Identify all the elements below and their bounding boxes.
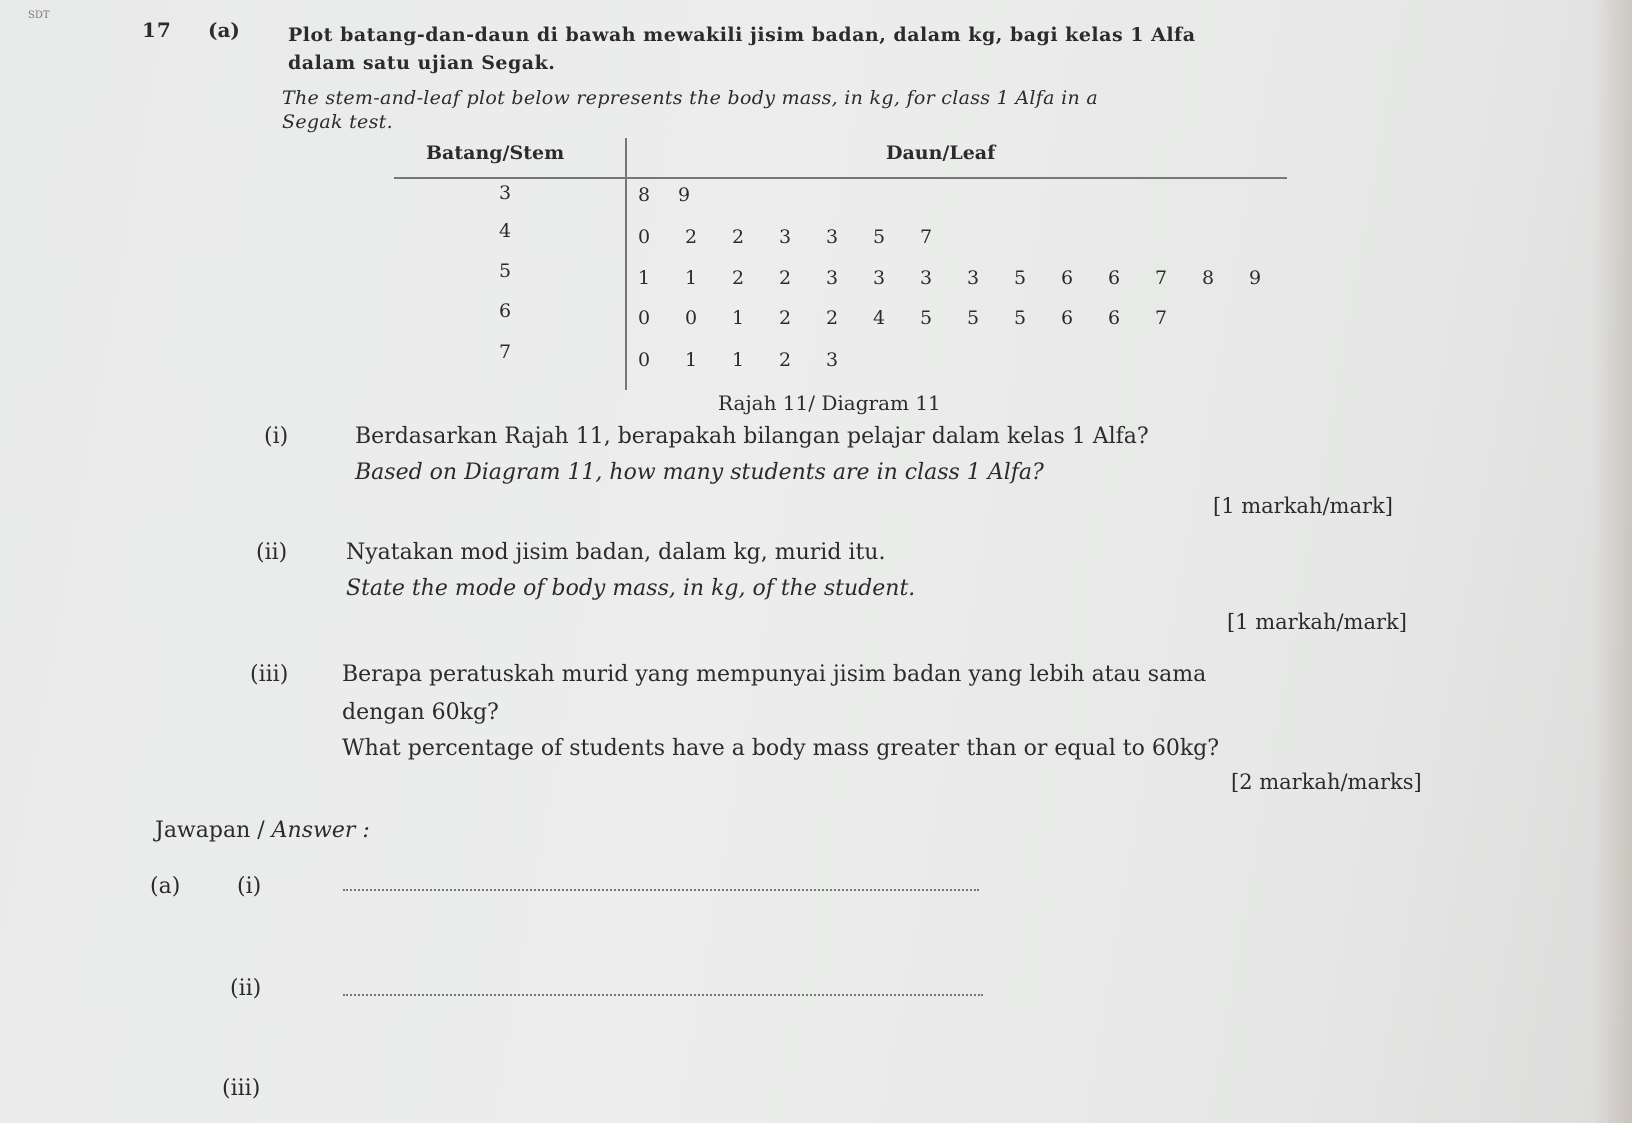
paper-edge-shadow — [1592, 0, 1632, 1123]
leaf: 1 — [731, 349, 745, 371]
leaf: 7 — [919, 226, 933, 248]
leaf: 2 — [778, 307, 792, 329]
leaf: 1 — [684, 267, 698, 289]
stem-header: Batang/Stem — [426, 142, 565, 164]
leaf: 6 — [1060, 307, 1074, 329]
leaf: 5 — [872, 226, 886, 248]
leaf: 8 — [637, 184, 651, 206]
diagram-caption: Rajah 11/ Diagram 11 — [718, 391, 941, 415]
leaf: 1 — [684, 349, 698, 371]
leaf: 8 — [1201, 267, 1215, 289]
question-iii-english: What percentage of students have a body mass greater than or equal to 60kg? — [342, 736, 1220, 761]
question-iii-marks: [2 markah/marks] — [1231, 770, 1422, 794]
leaf: 3 — [825, 349, 839, 371]
stem-7: 7 — [498, 341, 512, 363]
leaf: 6 — [1060, 267, 1074, 289]
answer-ii-label: (ii) — [230, 976, 262, 1001]
leaf-header: Daun/Leaf — [886, 142, 996, 164]
question-iii-label: (iii) — [250, 662, 289, 687]
question-iii-malay-2: dengan 60kg? — [342, 700, 499, 725]
leaf: 0 — [637, 226, 651, 248]
leaf: 5 — [1013, 307, 1027, 329]
question-i-marks: [1 markah/mark] — [1213, 494, 1393, 518]
leaf: 5 — [1013, 267, 1027, 289]
answer-heading-english: Answer : — [271, 818, 370, 843]
question-number: 17 — [142, 18, 172, 42]
leaf: 7 — [1154, 267, 1168, 289]
answer-ii-line[interactable] — [343, 994, 983, 996]
leaf: 3 — [919, 267, 933, 289]
leaf: 6 — [1107, 267, 1121, 289]
leaf: 5 — [966, 307, 980, 329]
leaf: 3 — [825, 267, 839, 289]
answer-i-label: (i) — [237, 874, 262, 899]
stem-3: 3 — [498, 182, 512, 204]
question-i-label: (i) — [264, 424, 289, 449]
leaf: 2 — [778, 349, 792, 371]
intro-english-line-1: The stem-and-leaf plot below represents the body mass, in kg, for class 1 Alfa in a — [282, 87, 1098, 109]
leaf: 3 — [825, 226, 839, 248]
question-iii-malay-1: Berapa peratuskah murid yang mempunyai jisim badan yang lebih atau sama — [342, 662, 1207, 687]
corner-mark: SDT — [28, 10, 50, 21]
question-ii-english: State the mode of body mass, in kg, of the student. — [346, 576, 916, 601]
leaf: 9 — [677, 184, 691, 206]
leaf: 4 — [872, 307, 886, 329]
stem-5: 5 — [498, 260, 512, 282]
question-ii-marks: [1 markah/mark] — [1227, 610, 1407, 634]
header-divider — [394, 177, 1287, 179]
leaf: 9 — [1248, 267, 1262, 289]
leaf: 2 — [778, 267, 792, 289]
question-part: (a) — [208, 18, 240, 42]
question-ii-label: (ii) — [256, 540, 288, 565]
leaf: 5 — [919, 307, 933, 329]
leaf: 6 — [1107, 307, 1121, 329]
question-ii-malay: Nyatakan mod jisim badan, dalam kg, murid itu. — [346, 540, 886, 565]
question-i-malay: Berdasarkan Rajah 11, berapakah bilangan pelajar dalam kelas 1 Alfa? — [355, 424, 1149, 449]
stem-leaf-divider — [625, 138, 627, 390]
leaf: 0 — [684, 307, 698, 329]
leaf: 3 — [966, 267, 980, 289]
leaf: 7 — [1154, 307, 1168, 329]
stem-6: 6 — [498, 300, 512, 322]
intro-english-line-2: Segak test. — [282, 111, 393, 133]
stem-4: 4 — [498, 220, 512, 242]
leaf: 3 — [872, 267, 886, 289]
leaf: 2 — [731, 226, 745, 248]
leaf: 0 — [637, 349, 651, 371]
answer-i-line[interactable] — [343, 889, 979, 891]
leaf: 1 — [731, 307, 745, 329]
answer-heading-malay: Jawapan / — [155, 818, 272, 843]
question-i-english: Based on Diagram 11, how many students are in class 1 Alfa? — [355, 460, 1044, 485]
leaf: 2 — [825, 307, 839, 329]
answer-part-label: (a) — [150, 874, 181, 899]
leaf: 2 — [731, 267, 745, 289]
answer-heading — [155, 818, 370, 843]
intro-malay-line-1: Plot batang-dan-daun di bawah mewakili jisim badan, dalam kg, bagi kelas 1 Alfa — [288, 24, 1196, 46]
leaf: 2 — [684, 226, 698, 248]
leaf: 0 — [637, 307, 651, 329]
intro-malay-line-2: dalam satu ujian Segak. — [288, 52, 556, 74]
answer-iii-label: (iii) — [222, 1076, 261, 1101]
leaf: 3 — [778, 226, 792, 248]
leaf: 1 — [637, 267, 651, 289]
